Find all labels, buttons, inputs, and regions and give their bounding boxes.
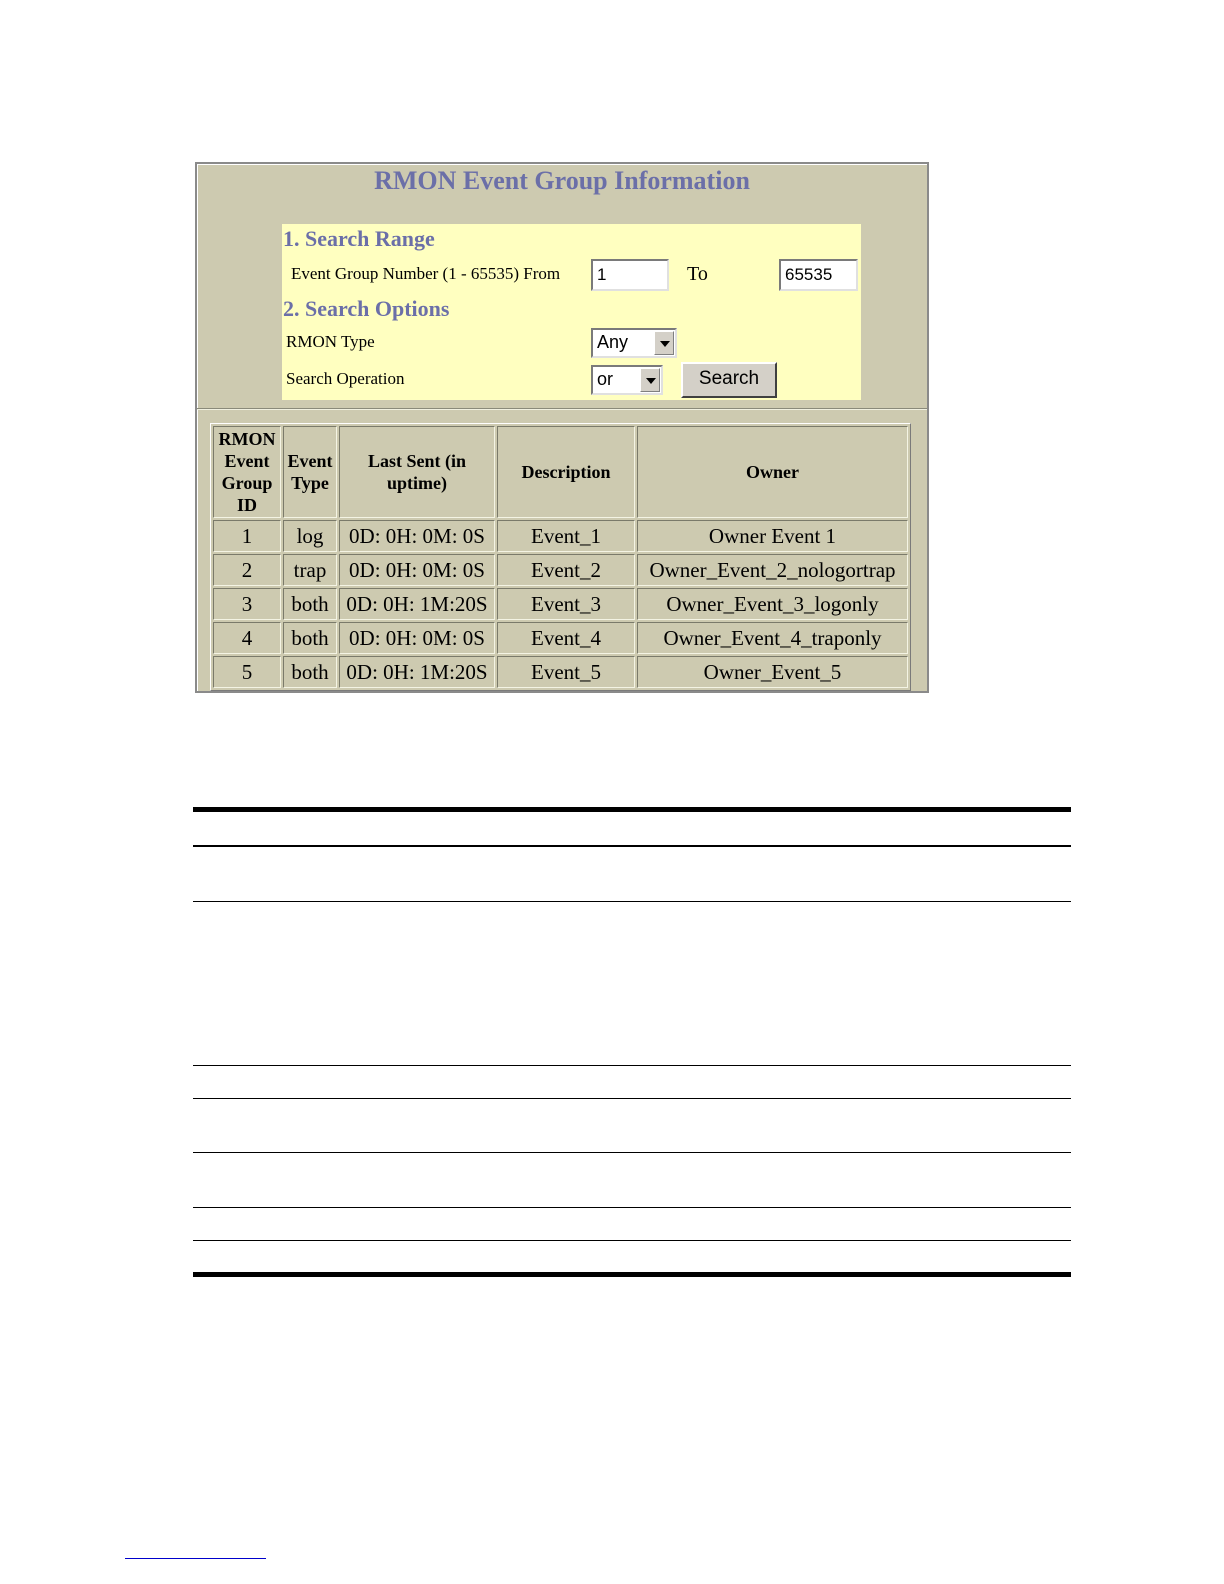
cell-description: Event_5: [497, 656, 635, 688]
col-header-owner: Owner: [637, 426, 908, 518]
cell-group-id: 1: [213, 520, 281, 552]
table-row: [213, 588, 908, 620]
rmon-type-select[interactable]: [591, 328, 677, 358]
cell-owner: Owner Event 1: [637, 520, 908, 552]
cell-group-id: 3: [213, 588, 281, 620]
cell-event-type: trap: [283, 554, 337, 586]
cell-event-type: both: [283, 622, 337, 654]
doc-table-header-rule: [193, 845, 1071, 847]
table-header-row: [213, 426, 908, 518]
cell-description: Event_1: [497, 520, 635, 552]
search-operation-value: or: [597, 369, 614, 389]
doc-table-row-rule: [193, 1207, 1071, 1208]
cell-description: Event_4: [497, 622, 635, 654]
event-group-range-label: Event Group Number (1 - 65535) From: [291, 264, 561, 283]
col-header-event-type: Event Type: [283, 426, 337, 518]
search-range-heading: 1. Search Range: [283, 226, 435, 251]
results-table: [210, 423, 911, 691]
doc-table-row-rule: [193, 1240, 1071, 1241]
cell-group-id: 2: [213, 554, 281, 586]
doc-table-row-rule: [193, 1065, 1071, 1066]
search-button[interactable]: Search: [681, 362, 777, 398]
cell-description: Event_2: [497, 554, 635, 586]
page-title: RMON Event Group Information: [374, 166, 750, 195]
search-panel: [282, 224, 861, 400]
col-header-last-sent: Last Sent (in uptime): [339, 426, 495, 518]
to-input[interactable]: 65535: [779, 259, 858, 291]
cell-owner: Owner_Event_2_nologortrap: [637, 554, 908, 586]
cell-group-id: 4: [213, 622, 281, 654]
cell-event-type: both: [283, 656, 337, 688]
table-row: [213, 622, 908, 654]
doc-table-row-rule: [193, 1098, 1071, 1099]
to-label: To: [687, 263, 708, 285]
cell-last-sent: 0D: 0H: 0M: 0S: [339, 520, 495, 552]
col-header-group-id: RMON Event Group ID: [213, 426, 281, 518]
table-row: [213, 520, 908, 552]
cell-owner: Owner_Event_5: [637, 656, 908, 688]
table-row: [213, 554, 908, 586]
rmon-event-window: [195, 162, 929, 693]
cell-owner: Owner_Event_3_logonly: [637, 588, 908, 620]
search-operation-label: Search Operation: [286, 369, 405, 388]
cell-last-sent: 0D: 0H: 0M: 0S: [339, 554, 495, 586]
col-header-description: Description: [497, 426, 635, 518]
cell-group-id: 5: [213, 656, 281, 688]
cell-event-type: log: [283, 520, 337, 552]
footer-link-underline[interactable]: [125, 1558, 266, 1559]
from-input[interactable]: 1: [591, 259, 669, 291]
search-options-heading: 2. Search Options: [283, 296, 450, 321]
doc-table-top-rule: [193, 807, 1071, 812]
doc-table-row-rule: [193, 1152, 1071, 1153]
chevron-down-icon[interactable]: [640, 368, 660, 392]
cell-owner: Owner_Event_4_traponly: [637, 622, 908, 654]
chevron-down-icon[interactable]: [654, 331, 674, 355]
rmon-type-label: RMON Type: [286, 332, 375, 351]
table-row: [213, 656, 908, 688]
cell-last-sent: 0D: 0H: 1M:20S: [339, 588, 495, 620]
cell-event-type: both: [283, 588, 337, 620]
doc-table-row-rule: [193, 901, 1071, 902]
cell-last-sent: 0D: 0H: 1M:20S: [339, 656, 495, 688]
rmon-type-value: Any: [597, 332, 629, 352]
cell-last-sent: 0D: 0H: 0M: 0S: [339, 622, 495, 654]
cell-description: Event_3: [497, 588, 635, 620]
divider: [197, 408, 927, 409]
doc-table-bottom-rule: [193, 1272, 1071, 1277]
search-operation-select[interactable]: [591, 365, 663, 395]
